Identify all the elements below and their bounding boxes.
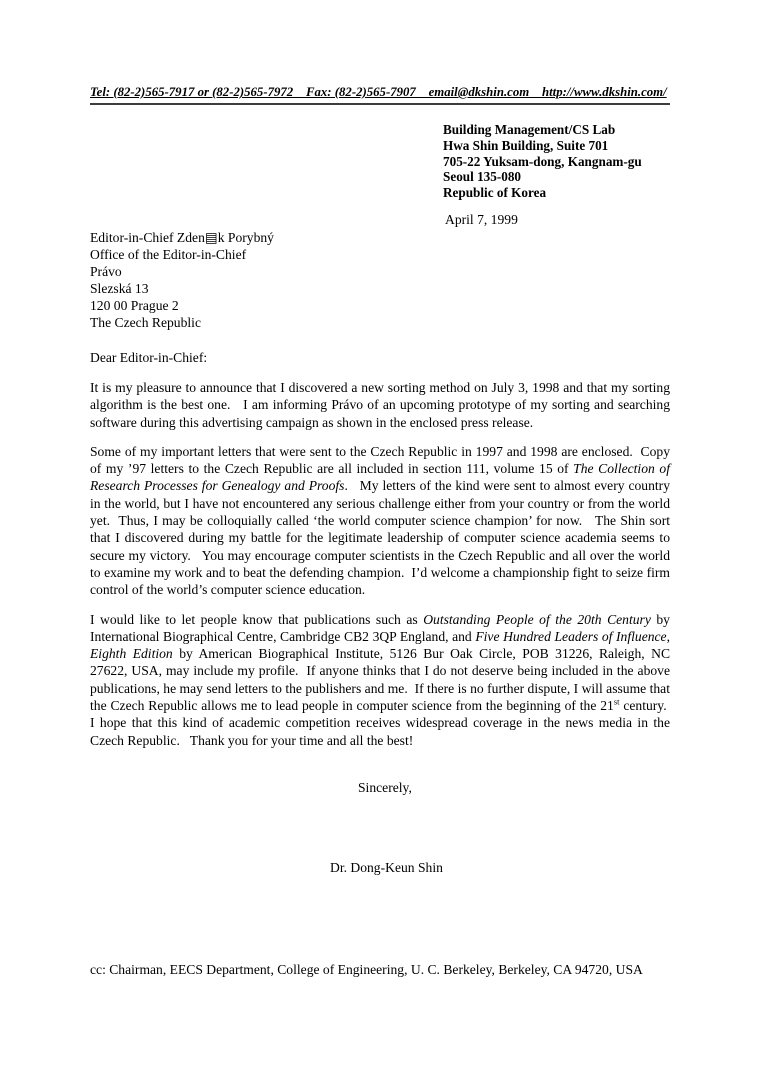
valediction: Sincerely, — [358, 779, 412, 795]
recipient-address-line: Office of the Editor-in-Chief — [90, 246, 247, 262]
salutation: Dear Editor-in-Chief: — [90, 349, 208, 365]
sender-address-line: Building Management/CS Lab — [443, 122, 616, 137]
body-paragraph-2: Some of my important letters that were sent to the Czech Republic in 1997 and 1998 are enclosed. Copy of my ’97 letters to the Czech Republic are all included in section 111, volume 15 of The Collection of Research Processes for Genealogy and Proofs. My letters of the kind were sent to almost every country in the world, but I have not encountered any serious challenge either from your country or from the world yet. Thus, I may be colloquially called ‘the world computer science champion’ for now. The Shin sort that I discovered during my battle for the legitimate leadership of computer science academia seems to secure my victory. You may encourage computer scientists in the Czech Republic and all over the world to examine my work and to beat the defending champion. I’d welcome a championship fight to seize firm control of the world’s computer science education. — [90, 443, 670, 598]
sender-address-line: Hwa Shin Building, Suite 701 — [443, 137, 609, 153]
letter-date: April 7, 1999 — [445, 211, 518, 227]
sender-address-line: Republic of Korea — [443, 185, 547, 201]
recipient-address-line: Právo — [90, 263, 122, 279]
sender-address-line: Seoul 135-080 — [443, 169, 522, 185]
recipient-address-block — [90, 229, 670, 331]
cc-line: cc: Chairman, EECS Department, College of Engineering, U. C. Berkeley, Berkeley, CA 94720, USA — [90, 961, 643, 977]
recipient-address-line: Slezská 13 — [90, 280, 149, 296]
sender-address-line: 705-22 Yuksam-dong, Kangnam-gu — [443, 153, 642, 169]
recipient-address-line: Editor-in-Chief Zden▤k Porybný — [90, 229, 274, 245]
body-paragraph-3: I would like to let people know that publications such as Outstanding People of the 20th Century by International Biographical Centre, Cambridge CB2 3QP England, and Five Hundred Leaders of Influence, Eighth Edition by American Biographical Institute, 5126 Bur Oak Circle, POB 31226, Raleigh, NC 27622, USA, may include my profile. If anyone thinks that I do not deserve being included in the above publications, he may send letters to the publishers and me. If there is no further dispute, I will assume that the Czech Republic allows me to lead people in computer science from the beginning of the 21st century. I hope that this kind of academic competition receives widespread coverage in the news media in the Czech Republic. Thank you for your time and all the best! — [90, 611, 671, 748]
recipient-address-line: The Czech Republic — [90, 314, 201, 330]
signature-name: Dr. Dong-Keun Shin — [330, 859, 443, 875]
recipient-address-line: 120 00 Prague 2 — [90, 297, 179, 313]
body-paragraph-1: It is my pleasure to announce that I discovered a new sorting method on July 3, 1998 and that my sorting algorithm is the best one. I am informing Právo of an upcoming prototype of my sorting and searching software during this advertising campaign as shown in the enclosed press release. — [90, 379, 670, 430]
sender-address-block — [443, 122, 670, 201]
letterhead-contact-line: Tel: (82-2)565-7917 or (82-2)565-7972 Fax: (82-2)565-7907 email@dkshin.com http://www.dkshin.com/ — [90, 85, 670, 105]
